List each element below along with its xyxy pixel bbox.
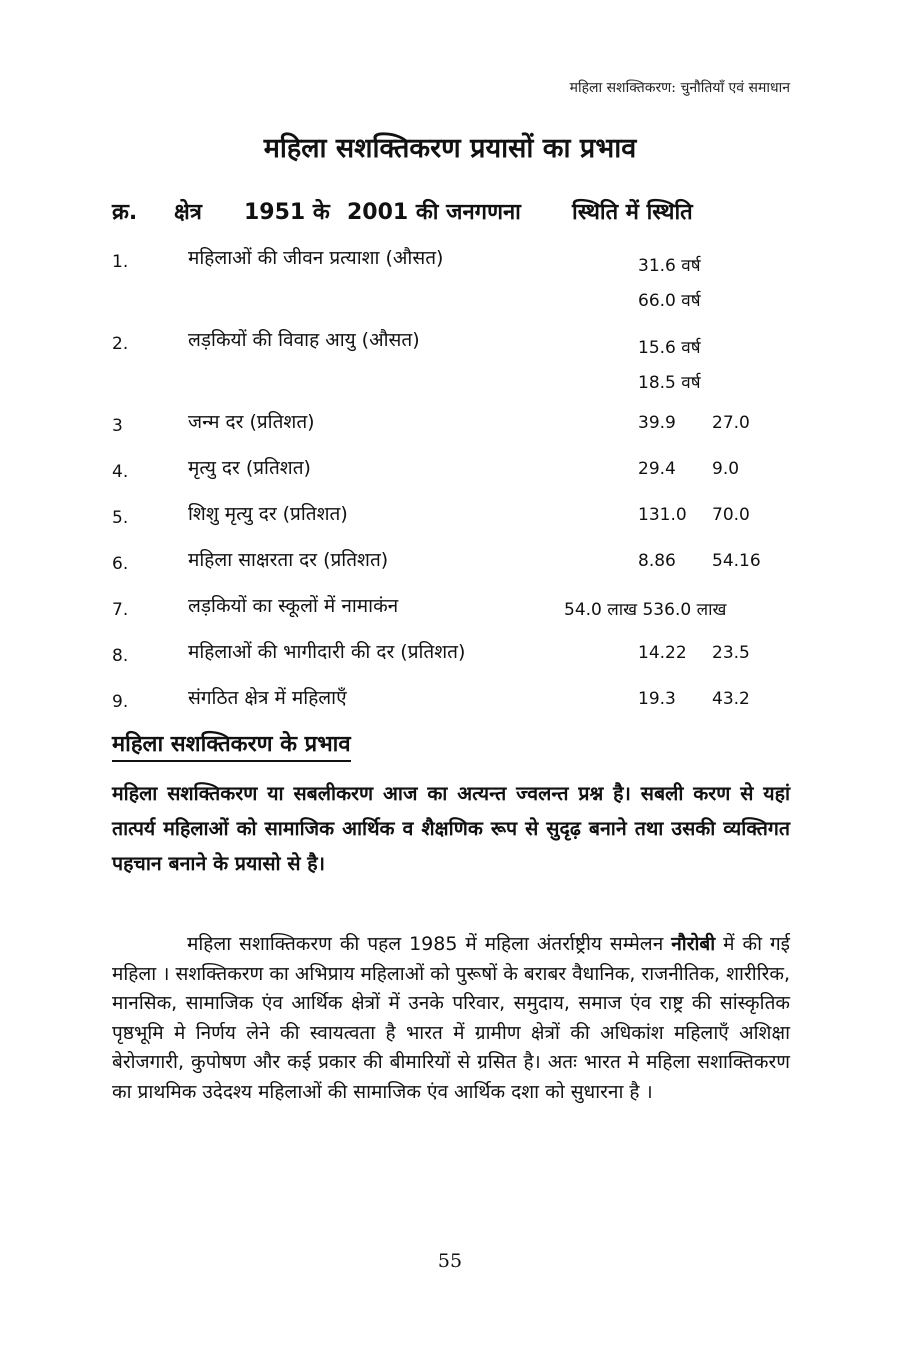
value-1951: 131.0	[638, 505, 687, 525]
value-1951: 31.6 वर्ष	[638, 256, 701, 276]
row-serial: 9.	[112, 692, 129, 712]
value-2001: 70.0	[712, 505, 750, 525]
value-2001: 9.0	[712, 459, 740, 479]
table-row	[112, 408, 812, 454]
value-1951: 39.9	[638, 413, 676, 433]
row-label: महिलाओं की भागीदारी की दर (प्रतिशत)	[188, 641, 466, 663]
value-1951: 29.4	[638, 459, 676, 479]
body-paragraph	[112, 930, 790, 1107]
row-label: लड़कियों की विवाह आयु (औसत)	[188, 329, 420, 351]
value-2001: 54.16	[712, 551, 761, 571]
row-serial: 7.	[112, 600, 129, 620]
row-serial: 3	[112, 416, 123, 436]
row-label: शिशु मृत्यु दर (प्रतिशत)	[188, 503, 348, 525]
value-combined: 54.0 लाख 536.0 लाख	[564, 600, 727, 620]
value-2001: 23.5	[712, 643, 750, 663]
running-head: महिला सशक्तिकरण: चुनौतियाँ एवं समाधान	[569, 80, 790, 96]
row-label: जन्म दर (प्रतिशत)	[188, 411, 315, 433]
row-label: संगठित क्षेत्र में महिलाएँ	[188, 687, 347, 709]
row-serial: 5.	[112, 508, 129, 528]
header-year-1951: 1951 के	[244, 200, 330, 225]
section-heading: महिला सशक्तिकरण के प्रभाव	[112, 728, 351, 762]
row-serial: 8.	[112, 646, 129, 666]
page-number: 55	[437, 1250, 463, 1272]
header-serial: क्र.	[112, 200, 138, 225]
header-year-2001: 2001 की जनगणना	[347, 200, 521, 225]
row-values	[638, 249, 701, 319]
value-1951: 19.3	[638, 689, 676, 709]
body-text-part-2: में की गई महिला । सशक्तिकरण का अभिप्राय महिलाओं को पुरूषों के बराबर वैधानिक, राजनीतिक, शारीरिक, मानसिक, सामाजिक एंव आर्थिक क्षेत्रों में उनके परिवार, समुदाय, समाज एंव राष्ट्र की सांस्कृतिक पृष्ठभूमि मे निर्णय लेने की स्वायत्वता है भारत में ग्रामीण क्षेत्रों की अधिकांश महिलाएँ अशिक्षा बेरोजगारी, कुपोषण और कई प्रकार की बीमारियों से ग्रसित है। अतः भारत मे महिला सशाक्तिकरण का प्राथमिक उदेदश्य महिलाओं की सामाजिक एंव आर्थिक दशा को सुधारना है ।	[112, 933, 791, 1103]
row-label: महिला साक्षरता दर (प्रतिशत)	[188, 549, 389, 571]
table-row	[112, 546, 812, 592]
bold-place-name: नौरोबी	[671, 933, 716, 955]
header-status: स्थिति में स्थिति	[572, 200, 693, 225]
table-row	[112, 326, 812, 408]
row-serial: 1.	[112, 252, 129, 272]
value-2001: 66.0 वर्ष	[638, 291, 701, 311]
row-label: लड़कियों का स्कूलों में नामाकंन	[188, 595, 399, 617]
page-title: महिला सशक्तिकरण प्रयासों का प्रभाव	[263, 133, 637, 164]
table-row	[112, 454, 812, 500]
row-values	[638, 331, 701, 401]
table-row	[112, 684, 812, 730]
value-2001: 18.5 वर्ष	[638, 373, 701, 393]
table-row	[112, 592, 812, 638]
value-1951: 14.22	[638, 643, 687, 663]
table-row	[112, 638, 812, 684]
row-label: महिलाओं की जीवन प्रत्याशा (औसत)	[188, 247, 444, 269]
value-2001: 27.0	[712, 413, 750, 433]
value-1951: 15.6 वर्ष	[638, 338, 701, 358]
table-row	[112, 244, 812, 326]
row-serial: 6.	[112, 554, 129, 574]
table-header	[112, 196, 792, 226]
header-area: क्षेत्र	[174, 200, 202, 225]
value-1951: 8.86	[638, 551, 676, 571]
table-row	[112, 500, 812, 546]
intro-paragraph: महिला सशक्तिकरण या सबलीकरण आज का अत्यन्त ज्वलन्त प्रश्न है। सबली करण से यहां तात्पर्य महिलाओं को सामाजिक आर्थिक व शैक्षणिक रूप से सुदृढ़ बनाने तथा उसकी व्यक्तिगत पहचान बनाने के प्रयासो से है।	[112, 782, 790, 875]
data-table	[112, 244, 812, 730]
row-serial: 4.	[112, 462, 129, 482]
row-serial: 2.	[112, 334, 129, 354]
value-2001: 43.2	[712, 689, 750, 709]
body-text-part-1: महिला सशाक्तिकरण की पहल 1985 में महिला अंतर्राष्ट्रीय सम्मेलन	[187, 933, 664, 955]
row-label: मृत्यु दर (प्रतिशत)	[188, 457, 311, 479]
